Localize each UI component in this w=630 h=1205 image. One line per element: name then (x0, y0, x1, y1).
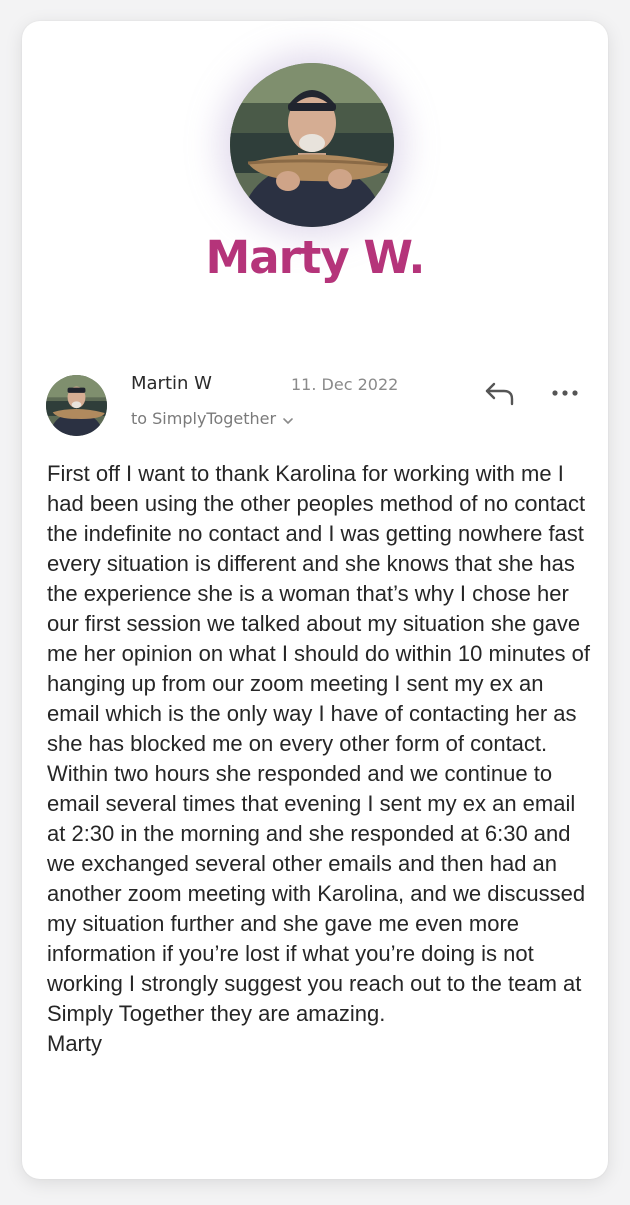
recipient-line[interactable] (131, 409, 294, 429)
sender-name: Martin W (131, 373, 212, 394)
reply-button[interactable] (484, 380, 516, 408)
testimonial-card (22, 21, 608, 1179)
chevron-down-icon (282, 410, 294, 429)
recipient-label: to SimplyTogether (131, 409, 277, 428)
email-date: 11. Dec 2022 (291, 375, 399, 394)
email-body: First off I want to thank Karolina for working with me I had been using the other peoples method of no contact the indefinite no contact and I was getting nowhere fast every situation is different and she knows that she has the experience she is a woman that’s why I chose her our first session we talked about my situation she gave me her opinion on what I should do within 10 minutes of hanging up from our zoom meeting I sent my ex an email which is the only way I have of contacting her as she has blocked me on every other form of contact. Within two hours she responded and we continue to email several times that evening I sent my ex an email at 2:30 in the morning and she responded at 6:30 and we exchanged several other emails and then had an another zoom meeting with Karolina, and we discussed my situation further and she gave me even more information if you’re lost if what you’re doing is not working I strongly suggest you reach out to the team at Simply Together they are amazing. Marty (47, 461, 590, 1056)
profile-name: Marty W. (205, 231, 425, 284)
reply-arrow-icon (484, 393, 516, 412)
more-dots-icon (550, 388, 580, 407)
profile-photo (230, 63, 394, 227)
sender-avatar[interactable] (46, 375, 107, 436)
more-options-button[interactable] (550, 383, 580, 403)
